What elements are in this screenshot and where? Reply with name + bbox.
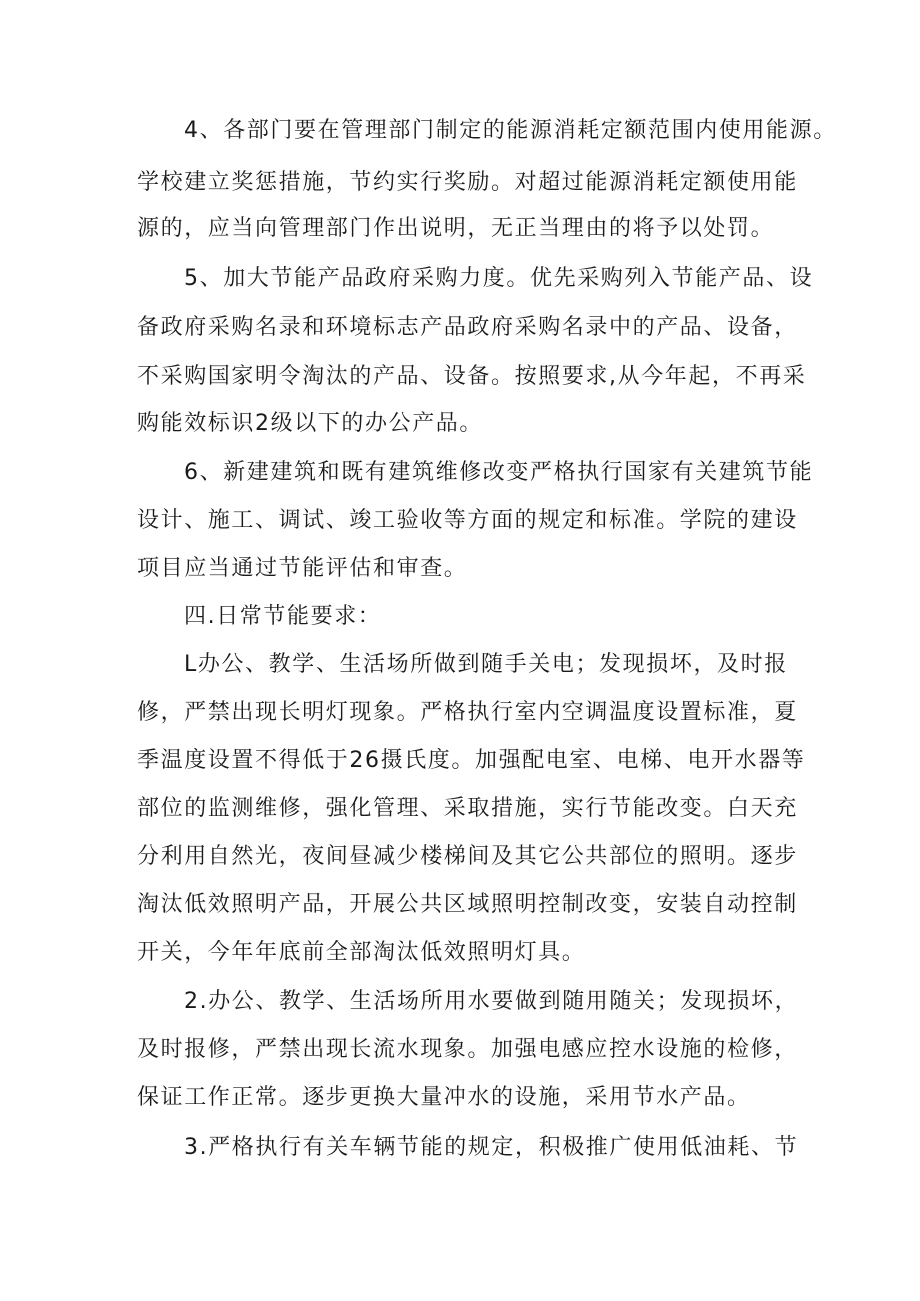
item-1-line-7: 开关，今年年底前全部淘汰低效照明灯具。 — [137, 940, 586, 965]
paragraph-6-line-3: 项目应当通过节能评估和审查。 — [137, 556, 468, 581]
paragraph-6-line-1: 6、新建建筑和既有建筑维修改变严格执行国家有关建筑节能 — [184, 460, 814, 485]
item-1-line-2: 修，严禁出现长明灯现象。严格执行室内空调温度设置标准，夏 — [137, 700, 798, 725]
item-1-line-1: L办公、教学、生活场所做到随手关电；发现损坏，及时报 — [184, 652, 788, 677]
paragraph-5-line-4: 购能效标识2级以下的办公产品。 — [137, 411, 483, 436]
paragraph-5-line-1: 5、加大节能产品政府采购力度。优先采购列入节能产品、设 — [184, 266, 814, 291]
item-1-line-5: 分利用自然光，夜间昼减少楼梯间及其它公共部位的照明。逐步 — [137, 844, 798, 869]
section-heading-4: 四.日常节能要求： — [184, 604, 382, 629]
paragraph-4-line-2: 学校建立奖惩措施，节约实行奖励。对超过能源消耗定额使用能 — [137, 170, 798, 195]
item-1-line-4: 部位的监测维修，强化管理、采取措施，实行节能改变。白天充 — [137, 796, 798, 821]
paragraph-5-line-3: 不采购国家明令淘汰的产品、设备。按照要求,从今年起，不再采 — [137, 364, 807, 389]
item-2-line-2: 及时报修，严禁出现长流水现象。加强电感应控水设施的检修， — [137, 1037, 798, 1062]
paragraph-5-line-2: 备政府采购名录和环境标志产品政府采购名录中的产品、设备， — [137, 315, 798, 340]
item-2-line-3: 保证工作正常。逐步更换大量冲水的设施，采用节水产品。 — [137, 1085, 751, 1110]
item-2-line-1: 2.办公、教学、生活场所用水要做到随用随关；发现损坏， — [184, 989, 799, 1014]
paragraph-4-line-3: 源的，应当向管理部门作出说明，无正当理由的将予以处罚。 — [137, 216, 775, 241]
item-3-line-1: 3.严格执行有关车辆节能的规定，积极推广使用低油耗、节 — [184, 1135, 799, 1160]
paragraph-6-line-2: 设计、施工、调试、竣工验收等方面的规定和标准。学院的建设 — [137, 508, 798, 533]
paragraph-4-line-1: 4、各部门要在管理部门制定的能源消耗定额范围内使用能源。 — [184, 118, 837, 143]
item-1-line-6: 淘汰低效照明产品，开展公共区域照明控制改变，安装自动控制 — [137, 892, 798, 917]
item-1-line-3: 季温度设置不得低于26摄氏度。加强配电室、电梯、电开水器等 — [137, 748, 806, 773]
